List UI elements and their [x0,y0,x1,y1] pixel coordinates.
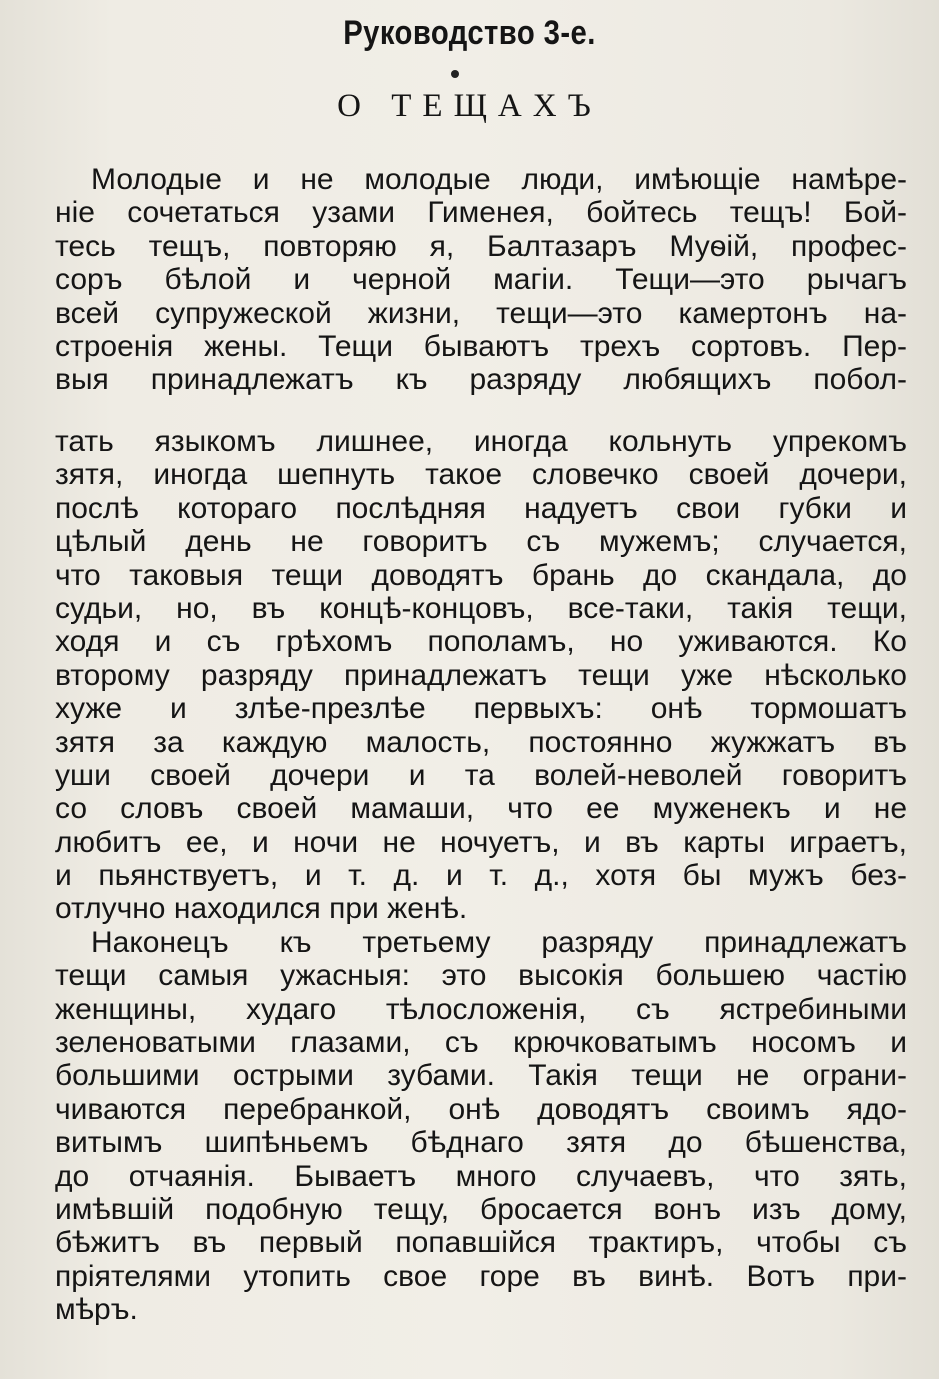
text-line: тещи самыя ужасныя: это высокія большею частію [55,959,907,993]
text-line: женщины, худаго тѣлосложенія, съ ястребиными [55,992,907,1026]
text-line: чиваются перебранкой, онѣ доводятъ своимъ ядо- [55,1092,907,1126]
chapter-title: О ТЕЩАХЪ [337,88,602,124]
paragraph-1 [55,163,907,397]
text-line: ніе сочетаться узами Гименея, бойтесь тещъ! Бой- [55,196,907,230]
text-line: строенія жены. Тещи бываютъ трехъ сортовъ. Пер- [55,329,907,363]
text-line: судьи, но, въ концѣ-концовъ, все-таки, такія тещи, [55,591,907,625]
decorative-dot [451,70,459,78]
text-line: Наконецъ къ третьему разряду принадлежатъ [91,925,907,959]
text-line: всей супружеской жизни, тещи—это камертонъ на- [55,296,907,330]
text-line: пріятелями утопить свое горе въ винѣ. Вотъ при- [55,1259,907,1293]
text-line: цѣлый день не говоритъ съ мужемъ; случается, [55,525,907,559]
text-line: что таковыя тещи доводятъ брань до скандала, до [55,558,907,592]
section-heading: Руководство 3-е. [343,14,596,52]
text-line: и пьянствуетъ, и т. д. и т. д., хотя бы мужъ без- [55,859,907,893]
text-line: любитъ ее, и ночи не ночуетъ, и въ карты играетъ, [55,825,907,859]
text-line: мѣръ. [55,1293,138,1327]
text-line: соръ бѣлой и черной магіи. Тещи—это рычагъ [55,263,907,297]
text-line: зятя, иногда шепнуть такое словечко своей дочери, [55,458,907,492]
text-line: большими острыми зубами. Такія тещи не ограни- [55,1059,907,1093]
text-line: тесь тещъ, повторяю я, Балтазаръ Муѳій, профес- [55,229,907,263]
text-line: до отчаянія. Бываетъ много случаевъ, что зять, [55,1159,907,1193]
text-line: уши своей дочери и та волей-неволей говоритъ [55,758,907,792]
text-line: отлучно находился при женѣ. [55,892,468,926]
text-line: ходя и съ грѣхомъ пополамъ, но уживаются. Ко [55,625,907,659]
text-line: зятя за каждую малость, постоянно жужжатъ въ [55,725,907,759]
text-line: со словъ своей мамаши, что ее муженекъ и не [55,792,907,826]
text-line: имѣвшій подобную тещу, бросается вонъ изъ дому, [55,1192,907,1226]
paragraph-2 [55,425,907,1327]
text-line: второму разряду принадлежатъ тещи уже нѣсколько [55,658,907,692]
text-line: бѣжитъ въ первый попавшійся трактиръ, чтобы съ [55,1226,907,1260]
text-line: послѣ котораго послѣдняя надуетъ свои губки и [55,491,907,525]
text-line: Молодые и не молодые люди, имѣющіе намѣре- [91,163,907,196]
text-line: выя принадлежатъ къ разряду любящихъ побол- [55,363,907,397]
text-line: тать языкомъ лишнее, иногда кольнуть упрекомъ [55,425,907,458]
text-line: хуже и злѣе-презлѣе первыхъ: онѣ тормошатъ [55,692,907,726]
text-line: зеленоватыми глазами, съ крючковатымъ носомъ и [55,1026,907,1060]
text-line: витымъ шипѣньемъ бѣднаго зятя до бѣшенства, [55,1126,907,1160]
